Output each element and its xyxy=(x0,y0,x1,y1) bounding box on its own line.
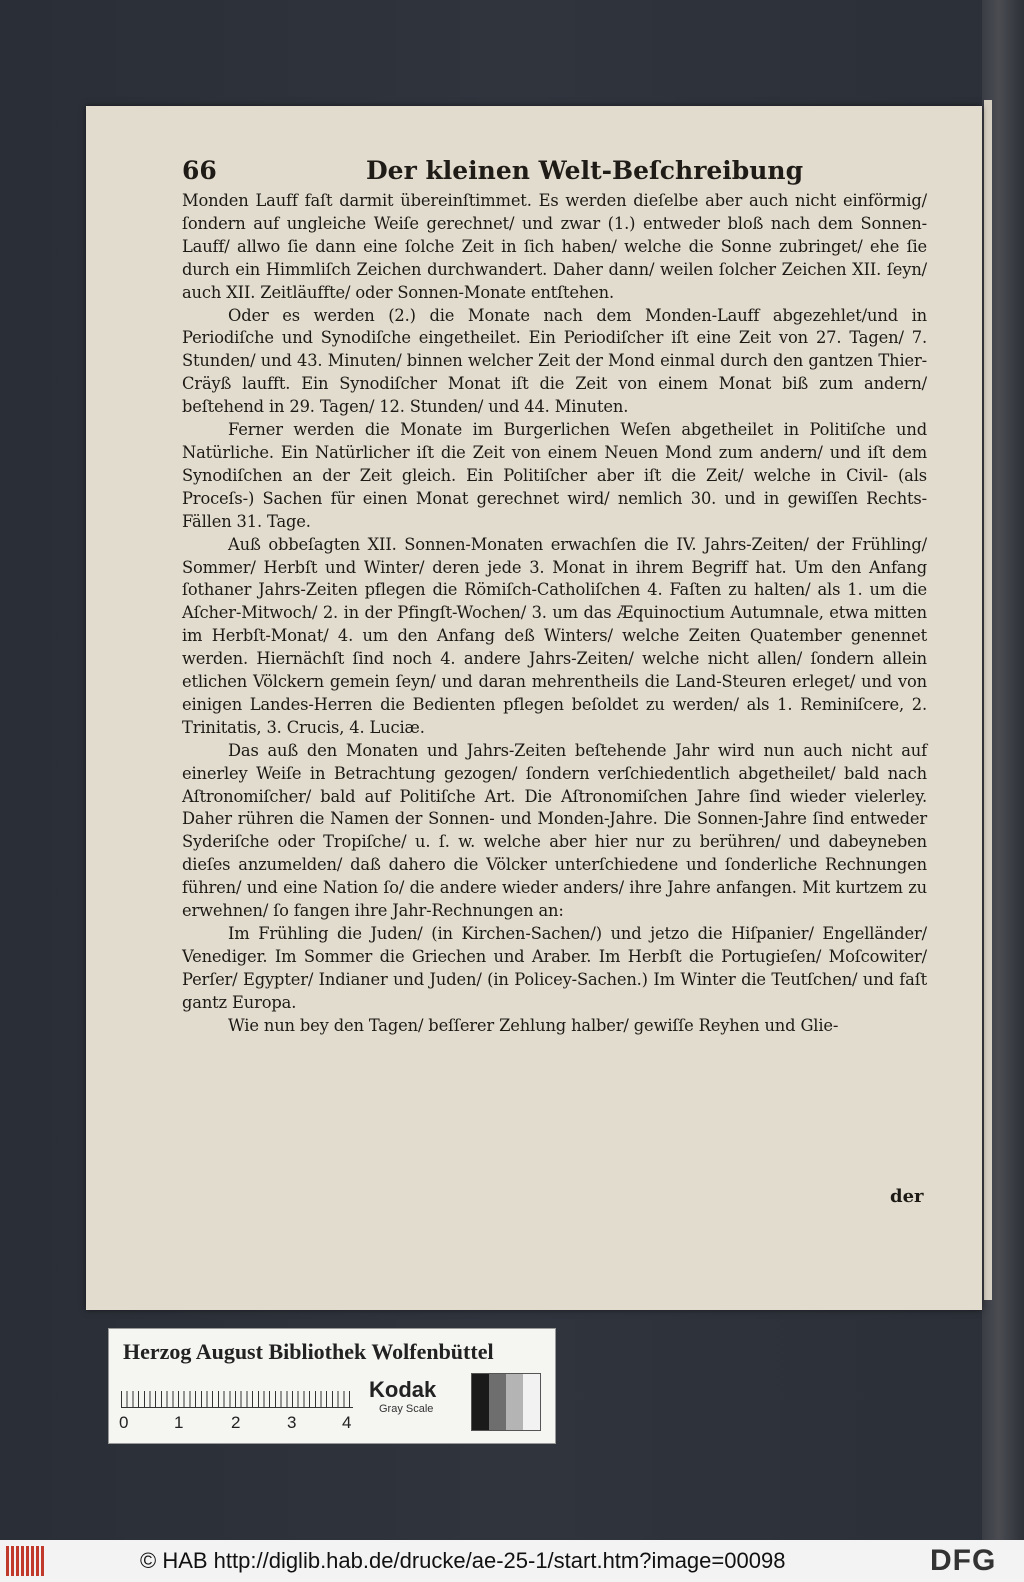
paragraph: Oder es werden (2.) die Monate nach dem Monden-Lauff abgezehlet/und in Periodiſche und Synodiſche eingetheilet. Ein Periodiſcher iſt eine Zeit von 27. Tagen/ 7. Stunden/ und 43. Minuten/ binnen welcher Zeit der Mond einmal durch den gantzen Thier-Cräyß laufft. Ein Synodiſcher Monat iſt die Zeit von einem Monat biß zum andern/ beſtehend in 29. Tagen/ 12. Stunden/ und 44. Minuten. xyxy=(182,305,927,417)
kodak-logo: Kodak xyxy=(369,1377,437,1402)
book-page xyxy=(86,106,982,1310)
library-name: Herzog August Bibliothek Wolfenbüttel xyxy=(123,1339,494,1364)
running-title: Der kleinen Welt-Beſchreibung xyxy=(366,156,804,185)
paragraph: Ferner werden die Monate im Burgerlichen Weſen abgetheilet in Politiſche und Natürliche. Ein Natürlicher iſt die Zeit von einem Neuen Mond zum andern/ und iſt dem Synodiſchen an der Zeit gleich. Ein Politiſcher aber iſt die Zeit/ welche in Civil- (als Proceſs-) Sachen für einen Monat gerechnet wird/ nemlich 30. und in gewiſſen Rechts-Fällen 31. Tage. xyxy=(182,420,927,531)
dfg-logo: DFG xyxy=(930,1544,997,1577)
gray-patch xyxy=(472,1374,489,1430)
gray-scale-patches xyxy=(471,1373,541,1431)
ruler-label: 3 xyxy=(287,1413,297,1432)
catchword: der xyxy=(890,1186,924,1207)
gray-patch xyxy=(506,1374,523,1430)
page-number: 66 xyxy=(182,156,217,185)
gray-patch xyxy=(489,1374,506,1430)
ruler-scale xyxy=(121,1381,353,1408)
gray-patch xyxy=(523,1374,540,1430)
page-header xyxy=(182,156,942,190)
ruler-label: 2 xyxy=(231,1413,241,1432)
paragraph: Monden Lauff faſt darmit übereinſtimmet. Es werden dieſelbe aber auch nicht einförmig/ſondern auf ungleiche Weiſe gerechnet/ und zwar (1.) entweder bloß nach dem Sonnen-Lauff/ allwo ſie dann eine ſolche Zeit in ſich haben/ welche die Sonne zubringet/ ehe ſie durch ein Himmliſch Zeichen durchwandert. Daher dann/ weilen ſolcher Zeichen XII. ſeyn/ auch XII. Zeitläuffte/ oder Sonnen-Monate entſtehen. xyxy=(182,191,927,302)
ruler-label: 1 xyxy=(174,1413,184,1432)
ruler-label: 4 xyxy=(342,1413,352,1432)
gray-scale-label: Gray Scale xyxy=(379,1403,434,1415)
paragraph: Im Frühling die Juden/ (in Kirchen-Sachen/) und jetzo die Hiſpanier/ Engelländer/ Venediger. Im Sommer die Griechen und Araber. Im Herbſt die Portugieſen/ Moſcowiter/ Perſer/ Egypter/ Indianer und Juden/ (in Policey-Sachen.) Im Winter die Teutſchen/ und faſt gantz Europa. xyxy=(182,924,927,1012)
ruler-label: 0 xyxy=(119,1413,129,1432)
color-calibration-card xyxy=(108,1328,556,1444)
paragraph: Auß obbeſagten XII. Sonnen-Monaten erwachſen die IV. Jahrs-Zeiten/ der Frühling/ Sommer/ Herbſt und Winter/ deren jede 3. Monat in ihrem Begriff hat. Um den Anfang ſothaner Jahrs-Zeiten pflegen die Römiſch-Catholiſchen 4. Faſten zu halten/ als 1. um die Aſcher-Mitwoch/ 2. in der Pfingſt-Wochen/ 3. um das Æquinoctium Autumnale, etwa mitten im Herbſt-Monat/ 4. um den Anfang deß Winters/ welche Zeiten Quatember genennet werden. Hiernächſt ſind noch 4. andere Jahrs-Zeiten/ welche nicht allen/ ſondern allein etlichen Völckern gemein ſeyn/ und daran mehrentheils die Land-Steuren erleget/ und von einigen Landes-Herren die Bedienten pflegen beſoldet zu werden/ als 1. Reminiſcere, 2. Trinitatis, 3. Crucis, 4. Luciæ. xyxy=(182,534,927,737)
footer-copyright-link[interactable]: © HAB http://diglib.hab.de/drucke/ae-25-1/start.htm?image=00098 xyxy=(140,1548,786,1573)
barcode-icon xyxy=(6,1546,46,1576)
paragraph: Das auß den Monaten und Jahrs-Zeiten beſtehende Jahr wird nun auch nicht auf einerley Weiſe in Betrachtung gezogen/ ſondern verſchiedentlich abgetheilet/ bald nach Aſtronomiſcher/ bald auf Politiſche Art. Die Aſtronomiſchen Jahre ſind wieder vielerley. Daher rühren die Namen der Sonnen- und Monden-Jahre. Die Sonnen-Jahre ſind entweder Syderiſche oder Tropiſche/ u. ſ. w. welche aber hier nur zu berühren/ und dabeyneben dieſes anzumelden/ daß dahero die Völcker unterſchiedene und ſonderliche Rechnungen führen/ und eine Nation ſo/ die andere wieder anders/ ihre Jahre anfangen. Mit kurtzem zu erwehnen/ ſo fangen ihre Jahr-Rechnungen an: xyxy=(182,740,927,921)
footer-bar xyxy=(0,1540,1024,1582)
body-text xyxy=(182,190,927,1038)
page-edge-strip xyxy=(984,100,992,1300)
paragraph: Wie nun bey den Tagen/ beſſerer Zehlung halber/ gewiſſe Reyhen und Glie- xyxy=(228,1015,839,1035)
